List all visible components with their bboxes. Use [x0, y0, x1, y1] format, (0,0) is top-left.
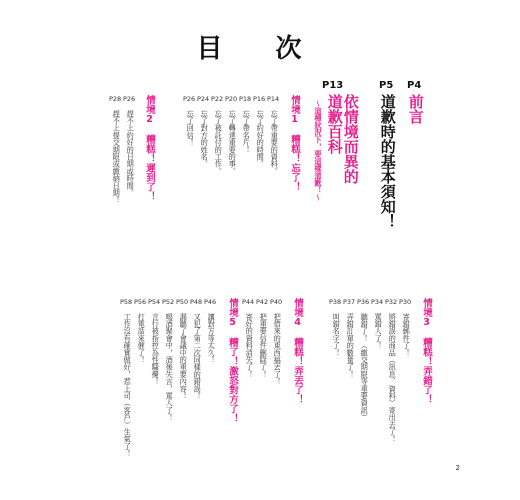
section3-entry-page: P37	[343, 298, 356, 306]
section1-entry-page: P16	[253, 95, 266, 103]
section1-heading	[287, 95, 301, 192]
section2-title: 糟糕！遲到了！	[144, 134, 155, 201]
encyclopedia-subtitle: ～這種狀況下，要這樣道歉！～	[314, 100, 323, 201]
section3-entry-text: 將錯誤的商品（訊息、資料）寄出去了！	[388, 313, 398, 443]
section2-entry-text: 趕不上提交期限或繳納日期！	[112, 110, 122, 204]
section4-entry-text: 寄好的資料消失了！	[245, 313, 255, 378]
section1-entry-text: 忘了帶名片！	[242, 110, 252, 154]
basics-page-number: P5	[379, 80, 394, 91]
section3-entry-page: P32	[385, 298, 398, 306]
section1-label: 情境1	[289, 95, 300, 125]
section3-entry-text: 叫錯名字了！	[332, 313, 342, 357]
section1-entry-page: P18	[239, 95, 252, 103]
section5-entry-text: 讓對方等太久！	[207, 313, 217, 364]
section1-entry-page: P26	[183, 95, 196, 103]
section4-title: 糟糕！弄丟了！	[292, 337, 303, 404]
section5-heading	[225, 298, 239, 423]
section3-entry-text: 寄錯郵件了！	[402, 313, 412, 357]
section1-entry-text: 忘了對方的姓名。	[200, 110, 210, 168]
section2-entry-page: P28	[109, 95, 122, 103]
section2-heading	[142, 95, 156, 201]
section2-entry-page: P26	[123, 95, 136, 103]
section1-title: 糟糕！忘了！	[289, 134, 300, 192]
section4-heading	[290, 298, 304, 404]
section5-entry-text: 言行被指控為性騷擾！	[151, 313, 161, 385]
section5-title: 糟了！激怒對方了！	[227, 337, 238, 423]
section5-entry-page: P58	[120, 298, 133, 306]
section3-entry-page: P38	[329, 298, 342, 306]
section4-label: 情境4	[292, 298, 303, 328]
section5-entry-text: 工作沒有確實做好，惹上司（客戶）生氣了！	[123, 313, 133, 457]
section1-entry-page: P22	[211, 95, 224, 103]
page-title: 目 次	[196, 34, 324, 64]
section4-entry-page: P42	[256, 298, 269, 306]
section2-label: 情境2	[144, 95, 155, 125]
section1-entry-text: 忘了帶重要的資料。	[270, 110, 280, 175]
section5-entry-text: 漏聽了會議中的重要內容！	[179, 313, 189, 400]
section1-entry-page: P24	[197, 95, 210, 103]
section1-entry-text: 忘了轉達重要的事。	[228, 110, 238, 175]
section5-entry-page: P56	[134, 298, 147, 306]
section5-entry-page: P48	[190, 298, 203, 306]
section2-entry-text: 趕不上約好的日期或時間。	[126, 110, 136, 197]
section5-entry-text: 打電話來催了！	[137, 313, 147, 364]
front-page-number: P4	[407, 80, 422, 91]
section1-entry-text: 忘了被託付的工作。	[214, 110, 224, 175]
encyclopedia-page-number: P13	[322, 80, 344, 91]
section3-entry-text: 弄錯訂單的數量了！	[346, 313, 356, 378]
section3-entry-page: P34	[371, 298, 384, 306]
section3-entry-page: P30	[399, 298, 412, 306]
front-title: 前言	[406, 94, 425, 124]
section1-entry-page: P14	[267, 95, 280, 103]
section1-entry-text: 忘了約好的時間。	[256, 110, 266, 168]
encyclopedia-title-line2: 道歉百科	[325, 94, 344, 154]
section3-title: 糟糕！弄錯了！	[421, 337, 432, 404]
section3-entry-page: P36	[357, 298, 370, 306]
section1-entry-page: P20	[225, 95, 238, 103]
section3-entry-text: 罵錯人了！	[374, 313, 384, 349]
section1-entry-text: 忘了回信！	[186, 110, 196, 146]
section5-entry-page: P54	[148, 298, 161, 306]
basics-title: 道歉時的基本須知！	[378, 94, 397, 229]
section5-entry-text: 又犯了第二次同樣的錯誤！	[193, 313, 203, 400]
section3-label: 情境3	[421, 298, 432, 328]
section4-entry-text: 把重要信件刪除了！	[259, 313, 269, 378]
page-number: 2	[455, 464, 460, 472]
section3-entry-text: 聽錯了！（繳交期限等重要資訊）	[360, 313, 370, 421]
section5-entry-page: P52	[162, 298, 175, 306]
section5-entry-page: P50	[176, 298, 189, 306]
section5-entry-page: P46	[204, 298, 217, 306]
section3-heading	[419, 298, 433, 404]
section4-entry-text: 把借來的東西搞丟了！	[273, 313, 283, 385]
section4-entry-page: P40	[270, 298, 283, 306]
section4-entry-page: P44	[242, 298, 255, 306]
section5-entry-text: 喝酒聚會中，酒後失言，罵人了！	[165, 313, 175, 421]
section5-label: 情境5	[227, 298, 238, 328]
encyclopedia-title-line1: 依情境而異的	[341, 94, 360, 184]
